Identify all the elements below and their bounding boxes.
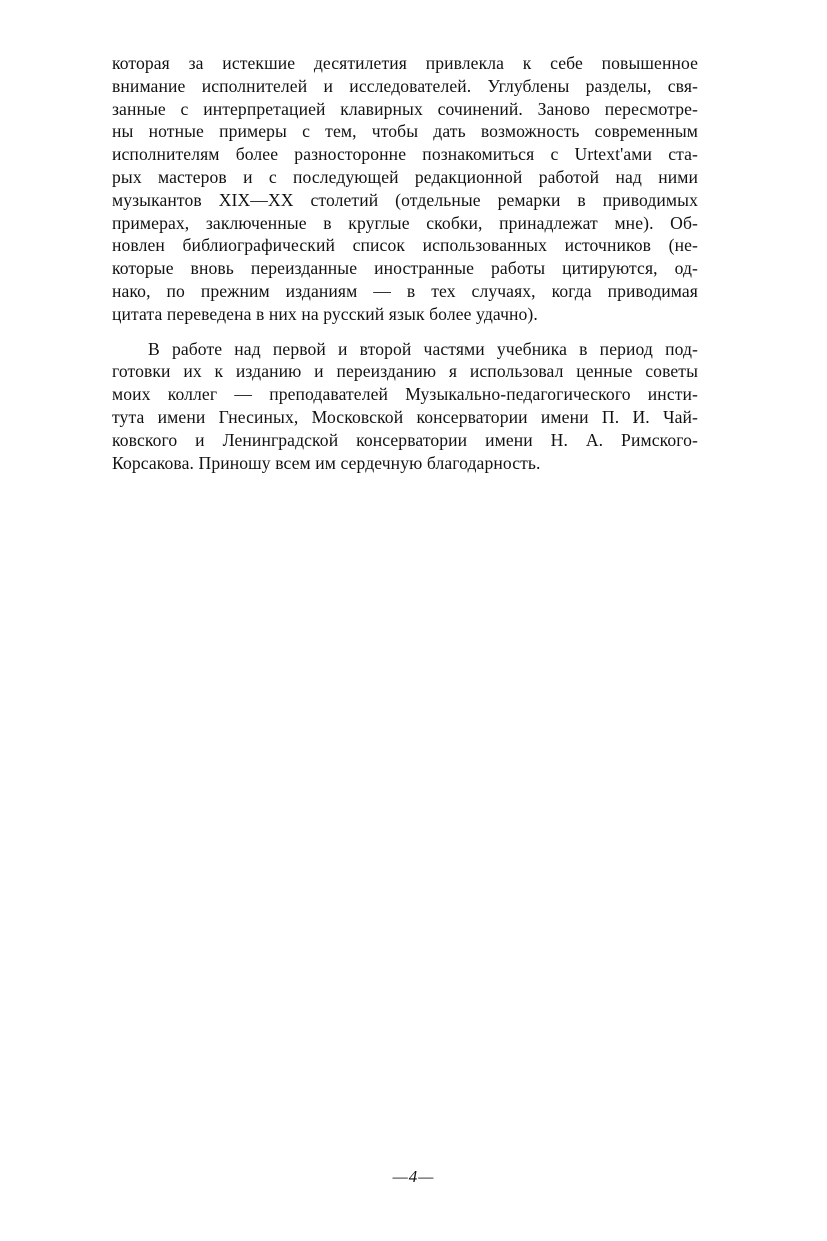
- page-number: —4—: [392, 1167, 435, 1186]
- body-text: [112, 52, 698, 474]
- text-line: примерах, заключенные в круглые скобки, принадлежат мне). Об-: [112, 212, 698, 233]
- text-line: музыкантов XIX—XX столетий (отдельные ремарки в приводимых: [112, 189, 698, 210]
- text-line: В работе над первой и второй частями учебника в период под-: [148, 338, 698, 359]
- text-line: внимание исполнителей и исследователей. Углублены разделы, свя-: [112, 75, 698, 96]
- text-line: новлен библиографический список использованных источников (не-: [112, 235, 698, 256]
- paragraph-1: [112, 52, 698, 326]
- text-line: ны нотные примеры с тем, чтобы дать возможность современным: [112, 121, 698, 142]
- text-line: рых мастеров и с последующей редакционной работой над ними: [112, 166, 698, 187]
- text-line: которые вновь переизданные иностранные работы цитируются, од-: [112, 258, 698, 279]
- text-line: тута имени Гнесиных, Московской консерватории имени П. И. Чай-: [112, 406, 698, 427]
- text-line: которая за истекшие десятилетия привлекла к себе повышенное: [112, 53, 698, 73]
- text-line: занные с интерпретацией клавирных сочинений. Заново пересмотре-: [112, 98, 698, 119]
- paragraph-gap: [112, 326, 698, 338]
- text-line: ковского и Ленинградской консерватории имени Н. А. Римского-: [112, 429, 698, 450]
- text-line: нако, по прежним изданиям — в тех случаях, когда приводимая: [112, 280, 698, 301]
- text-line: готовки их к изданию и переизданию я использовал ценные советы: [112, 361, 698, 382]
- text-line: цитата переведена в них на русский язык более удачно).: [112, 303, 538, 324]
- text-line: исполнителям более разносторонне познакомиться с Urtext'ами ста-: [112, 144, 698, 165]
- text-line: Корсакова. Приношу всем им сердечную благодарность.: [112, 452, 541, 473]
- text-line: моих коллег — преподавателей Музыкально-педагогического инсти-: [112, 384, 698, 405]
- paragraph-2: [112, 338, 698, 475]
